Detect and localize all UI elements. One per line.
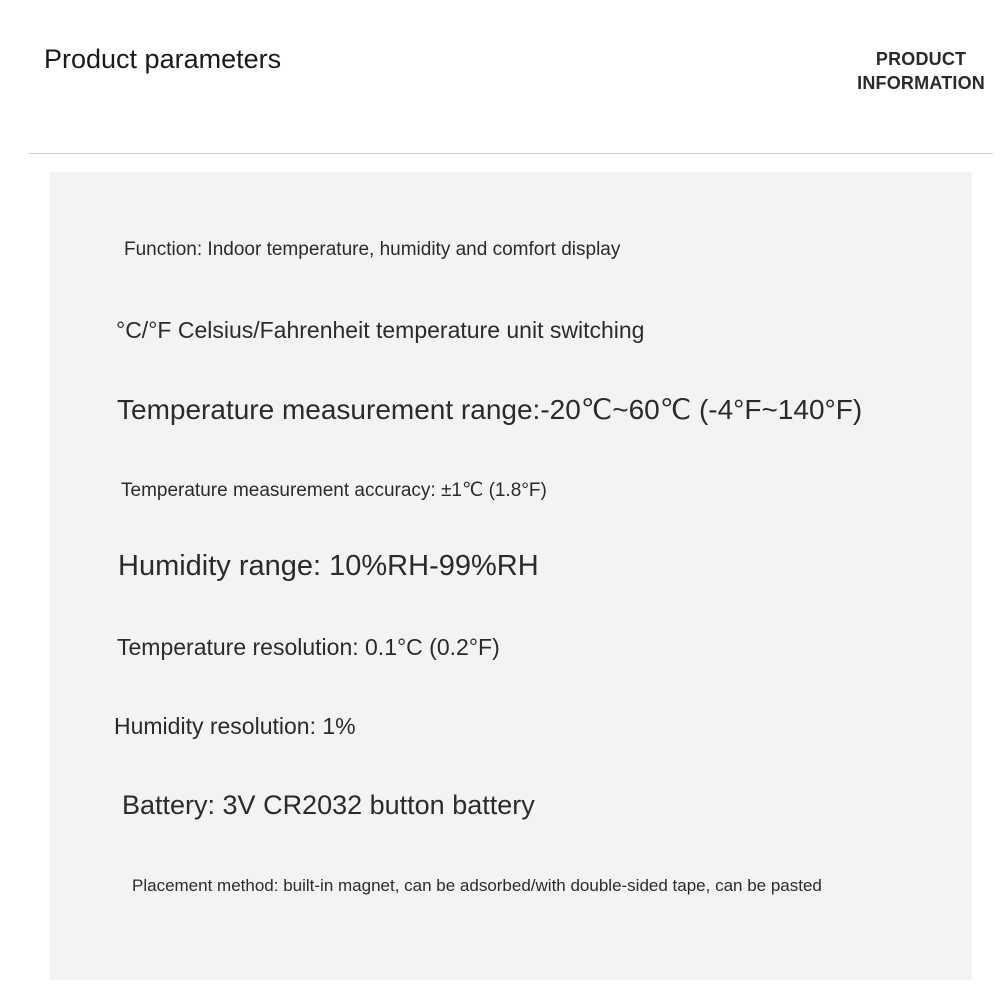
product-information-badge bbox=[857, 47, 985, 95]
header-divider bbox=[28, 153, 993, 154]
param-temperature-range: Temperature measurement range:-20℃~60℃ (-4°F~140°F) bbox=[117, 394, 863, 425]
param-temperature-resolution: Temperature resolution: 0.1°C (0.2°F) bbox=[117, 634, 500, 660]
param-function: Function: Indoor temperature, humidity and comfort display bbox=[124, 239, 621, 260]
param-battery: Battery: 3V CR2032 button battery bbox=[122, 790, 535, 820]
param-placement-method: Placement method: built-in magnet, can be adsorbed/with double-sided tape, can be pasted bbox=[132, 876, 822, 895]
badge-line-information: INFORMATION bbox=[857, 73, 985, 93]
param-unit-switching: °C/°F Celsius/Fahrenheit temperature unit switching bbox=[116, 317, 645, 343]
param-temperature-accuracy: Temperature measurement accuracy: ±1℃ (1.8°F) bbox=[121, 480, 547, 501]
badge-line-product: PRODUCT bbox=[875, 49, 967, 69]
parameters-panel bbox=[50, 172, 972, 980]
param-humidity-range: Humidity range: 10%RH-99%RH bbox=[118, 550, 539, 582]
param-humidity-resolution: Humidity resolution: 1% bbox=[114, 713, 356, 739]
page-title: Product parameters bbox=[44, 44, 282, 74]
